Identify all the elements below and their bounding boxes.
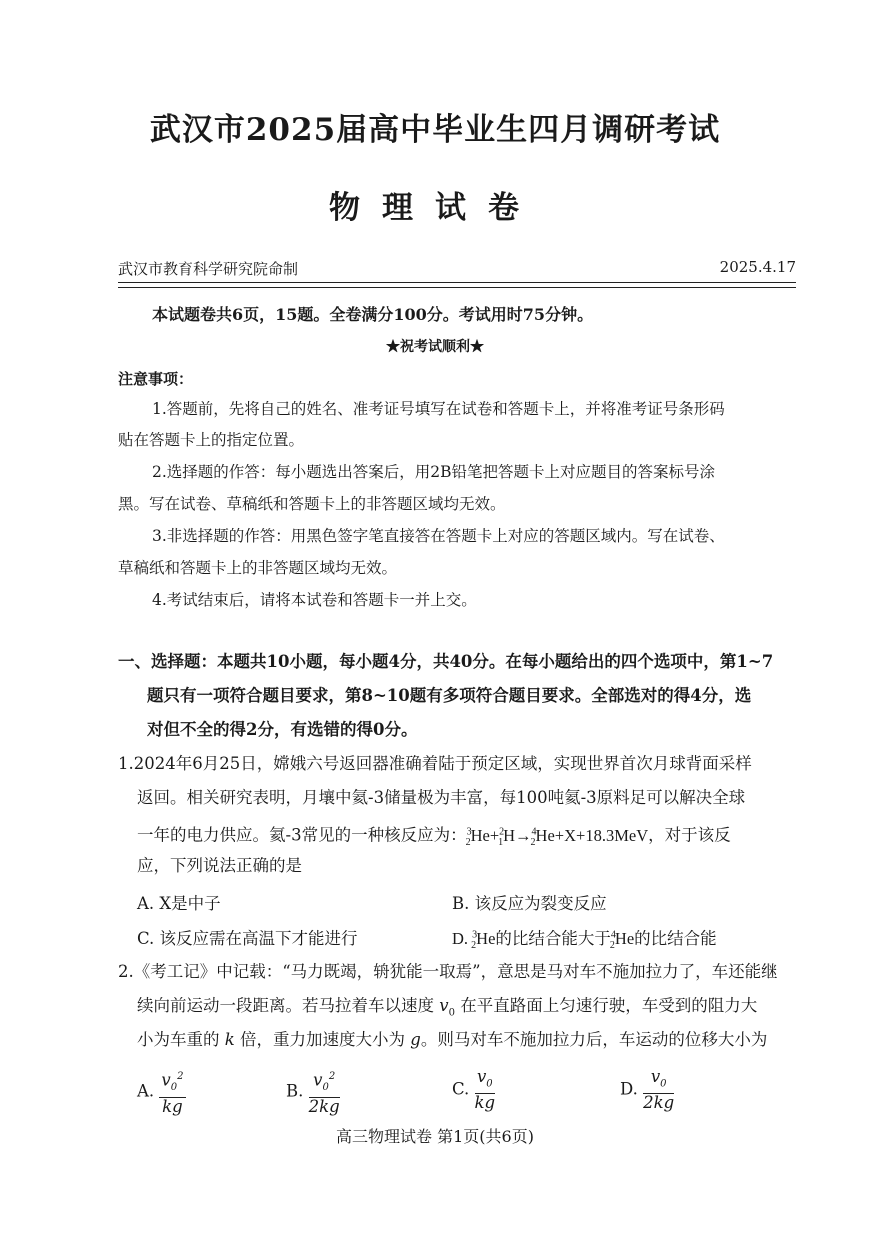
nuclear-reaction: $^3_2$He+$^2_1$H→$^4_2$He+X+18.3MeV <box>465 825 649 848</box>
question-2-text-part: 倍，重力加速度大小为 <box>240 1030 405 1049</box>
divider <box>118 282 796 283</box>
reaction-tail: +X+18.3MeV <box>554 825 649 845</box>
question-2-text: 续向前运动一段距离。若马拉着车以速度 $v_0$ 在平直路面上匀速行驶，车受到的阻力大 <box>137 996 758 1019</box>
exam-info: 本试题卷共6页，15题。全卷满分100分。考试用时75分钟。 <box>152 305 594 324</box>
page-footer: 高三物理试卷 第1页(共6页) <box>336 1127 534 1146</box>
option-c: C. 该反应需在高温下才能进行 <box>137 929 358 948</box>
section-heading: 题只有一项符合题目要求，第8~10题有多项符合题目要求。全部选对的得4分，选 <box>147 686 752 705</box>
fraction: $\frac{v_0^2}{kg}$ <box>159 1068 185 1116</box>
notice-title: 注意事项： <box>118 370 194 388</box>
option-c <box>452 1068 495 1112</box>
divider <box>118 287 796 288</box>
option-d-text: 的比结合能大于 <box>495 929 611 948</box>
question-1-text: 返回。相关研究表明，月壤中氦-3储量极为丰富，每100吨氦-3原料足可以解决全球 <box>137 788 746 807</box>
notice-line: 2.选择题的作答：每小题选出答案后，用2B铅笔把答题卡上对应题目的答案标号涂 <box>152 463 716 481</box>
option-a-label: A. <box>137 1081 155 1101</box>
question-2-text-part: 续向前运动一段距离。若马拉着车以速度 <box>137 996 434 1015</box>
option-b-label: B. <box>286 1081 304 1101</box>
option-c-label: C. <box>452 1079 470 1099</box>
question-1-text-part: 一年的电力供应。氦-3常见的一种核反应为： <box>137 825 467 845</box>
option-d-text: 的比结合能 <box>634 929 717 948</box>
question-2-text-part: 小为车重的 <box>137 1030 220 1049</box>
fraction: $\frac{v_0}{kg}$ <box>474 1067 496 1113</box>
exam-title: 武汉市2025届高中毕业生四月调研考试 <box>149 112 721 148</box>
notice-line: 草稿纸和答题卡上的非答题区域均无效。 <box>118 559 398 577</box>
question-2-text-part: 。则马对车不施加拉力后，车运动的位移大小为 <box>420 1030 768 1049</box>
question-2-text: 小为车重的 k 倍，重力加速度大小为 g。则马对车不施加拉力后，车运动的位移大小为 <box>137 1030 768 1049</box>
exam-date: 2025.4.17 <box>719 258 796 276</box>
notice-line: 3.非选择题的作答：用黑色签字笔直接答在答题卡上对应的答题区域内。写在试卷、 <box>152 527 725 545</box>
question-1-text: 应，下列说法正确的是 <box>137 856 302 875</box>
question-2-text: 2.《考工记》中记载：“马力既竭，辀犹能一取焉”，意思是马对车不施加拉力了，车还能继 <box>118 962 778 981</box>
option-a <box>137 1068 186 1116</box>
option-d <box>620 1068 674 1112</box>
section-heading: 一、选择题：本题共10小题，每小题4分，共40分。在每小题给出的四个选项中，第1~7 <box>118 652 774 671</box>
notice-line: 黑。写在试卷、草稿纸和答题卡上的非答题区域均无效。 <box>118 495 506 513</box>
option-a: A. X是中子 <box>137 894 221 913</box>
fraction: $\frac{v_0}{2kg}$ <box>643 1067 675 1113</box>
option-d: D. $^3_2$He的比结合能大于$^4_2$He的比结合能 <box>452 929 717 952</box>
notice-line: 1.答题前，先将自己的姓名、准考证号填写在试卷和答题卡上，并将准考证号条形码 <box>152 400 725 418</box>
notice-line: 贴在答题卡上的指定位置。 <box>118 431 305 449</box>
option-d-label: D. <box>620 1079 638 1099</box>
option-b <box>286 1068 340 1116</box>
publisher: 武汉市教育科学研究院命制 <box>118 260 299 278</box>
fraction: $\frac{v_0^2}{2kg}$ <box>309 1068 340 1116</box>
option-b: B. 该反应为裂变反应 <box>452 894 607 913</box>
subject-title: 物理试卷 <box>329 190 541 226</box>
question-1-text-part: ，对于该反 <box>648 825 731 845</box>
question-1-text: 1.2024年6月25日，嫦娥六号返回器准确着陆于预定区域，实现世界首次月球背面采样 <box>118 754 752 773</box>
option-d-label: D. <box>452 929 473 948</box>
good-luck-banner: ★祝考试顺利★ <box>386 339 484 355</box>
section-heading: 对但不全的得2分，有选错的得0分。 <box>147 720 418 739</box>
notice-line: 4.考试结束后，请将本试卷和答题卡一并上交。 <box>152 591 477 609</box>
question-2-text-part: 在平直路面上匀速行驶，车受到的阻力大 <box>460 996 758 1015</box>
